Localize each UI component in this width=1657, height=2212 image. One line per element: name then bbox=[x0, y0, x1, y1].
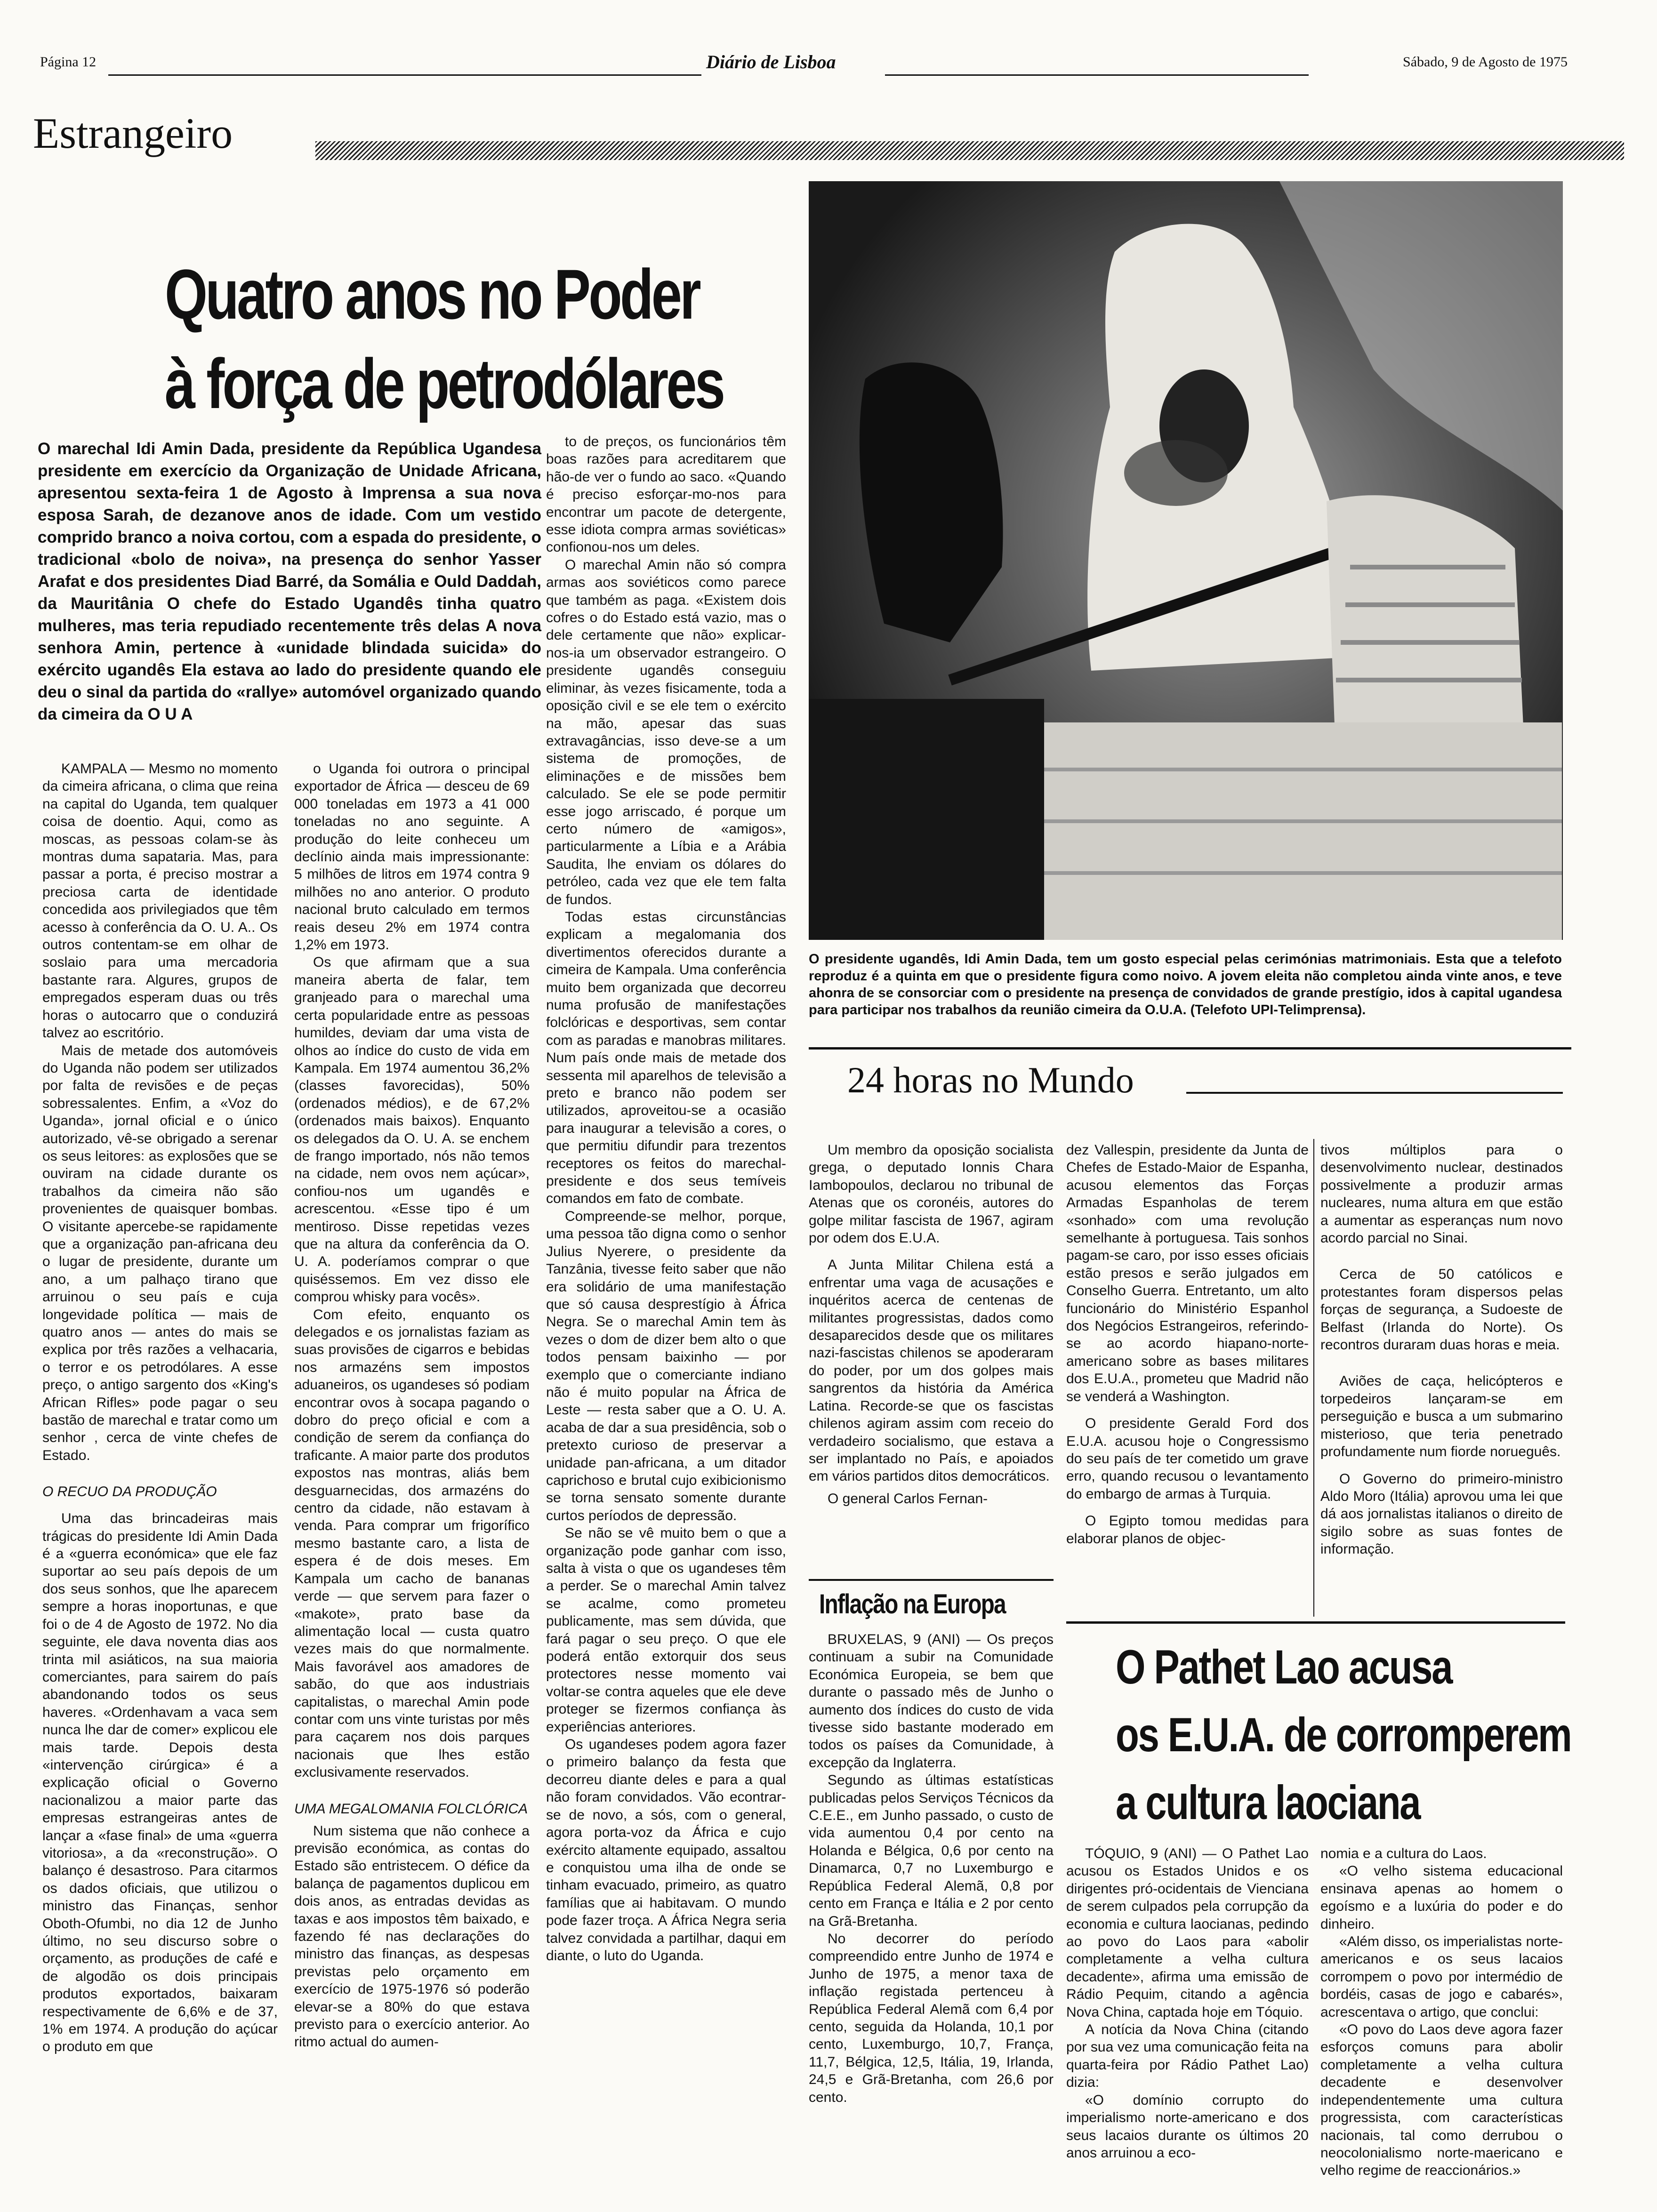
paragraph: «O domínio corrupto do imperialismo norte-americano e dos seus lacaios durante os últimos 20 anos arruinou a eco- bbox=[1066, 2092, 1309, 2161]
headline-line-1: Quatro anos no Poder bbox=[165, 255, 700, 334]
inflacao-top-rule bbox=[809, 1579, 1054, 1581]
headline-line-2: à força de petrodólares bbox=[165, 344, 724, 423]
article-column-2 bbox=[294, 760, 530, 2200]
paragraph: BRUXELAS, 9 (ANI) — Os preços continuam a subir na Comunidade Económica Europeia, se bem que durante o passado mês de Junho o aumento dos índices do custo de vida tivesse sido bastante moderado em todos os países da Comunidade, à excepção da Inglaterra. bbox=[809, 1632, 1054, 1771]
mundo-column-rule bbox=[1313, 1139, 1314, 1617]
news-brief: Aviões de caça, helicópteros e torpedeiros lançaram-se em perseguição e busca a um submarino misterioso, que teria penetrado profundamente num fiorde norueguês. bbox=[1320, 1373, 1563, 1460]
masthead-rule-right bbox=[885, 74, 1309, 76]
paragraph: o Uganda foi outrora o principal exportador de África — desceu de 69 000 toneladas em 1973 a 41 000 toneladas no ano seguinte. A produção do leite conheceu um declínio ainda mais impressionante: 5 milhões de litros em 1974 contra 9 milhões no ano anterior. O produto nacional bruto calculado em termos reais deseu 2% em 1974 contra 1,2% em 1973. bbox=[294, 761, 530, 953]
paragraph: Todas estas circunstâncias explicam a megalomania dos divertimentos oferecidos durante a cimeira de Kampala. Uma conferência muito bem organizada que decorreu numa profusão de manifestações folclóricas e desportivas, sem contar com as paradas e manobras militares. Num país onde mais de metade dos sessenta mil aparelhos de televisão a preto e branco não podem ser utilizados, aproveitou-se a ocasião para inaugurar a televisão a cores, o que permitiu difundir para trezentos receptores os feitos do marechal-presidente e dos seus temíveis comandos em fato de combate. bbox=[546, 909, 786, 1207]
paragraph: A notícia da Nova China (citando por sua vez uma comunicação feita na quarta-feira por Rádio Pathet Lao) dizia: bbox=[1066, 2022, 1309, 2091]
news-brief: A Junta Militar Chilena está a enfrentar uma vaga de acusações e inquéritos acerca de centenas de militantes progressistas, dados como desaparecidos desde que os militares nazi-fascistas chilenos se apoderaram do poder, por um dos golpes mais sangrentos da história da América Latina. Recorde-se que os fascistas chilenos agiram assim com receio do verdadeiro socialismo, que estava a ser implantado no País, e apoiados em vários partidos ditos democráticos. bbox=[809, 1257, 1054, 1484]
paragraph: Compreende-se melhor, porque, uma pessoa tão digna como o senhor Julius Nyerere, o presidente da Tanzânia, tivesse feito saber que não era solidário de uma manifestação que só causa desprestígio à África Negra. Se o marechal Amin tem às vezes o dom de dizer bem alto o que todos pensam baixinho — por exemplo que o comerciante indiano não é muito popular na África de Leste — resta saber que a O. U. A. acaba de dar a sua presidência, sob o pretexto curioso de preservar a unidade pan-africana, a um ditador caprichoso e brutal cujo exibicionismo se torna sensato somente durante curtos períodos de depressão. bbox=[546, 1208, 786, 1523]
article-column-3 bbox=[546, 433, 786, 2200]
section-hatch-rule bbox=[315, 141, 1624, 160]
news-brief: Cerca de 50 católicos e protestantes foram dispersos pelas forças de segurança, a Sudoeste de Belfast (Irlanda do Norte). Os recontros duraram duas horas e meia. bbox=[1320, 1266, 1563, 1353]
pathet-lao-top-rule bbox=[1066, 1621, 1565, 1624]
article-lead: O marechal Idi Amin Dada, presidente da República Ugandesa presidente em exercício da Organização de Unidade Africana, apresentou sexta-feira 1 de Agosto à Imprensa a sua nova esposa Sarah, de dezanove anos de idade. Com um vestido comprido branco a noiva cortou, com a espada do presidente, o tradicional «bolo de noiva», na presença do senhor Yasser Arafat e dos presidentes Diad Barré, da Somália e Ould Daddah, da Mauritânia O chefe do Estado Ugandês tinha quatro mulheres, mas teria repudiado recentemente três delas A nova senhora Amin, pertence à «unidade blindada suicida» do exército ugandês Ela estava ao lado do presidente quando ele deu o sinal da partida do «rallye» automóvel organizado quando da cimeira da O U A bbox=[38, 440, 541, 723]
wedding-photo-image bbox=[809, 181, 1563, 940]
mundo-title-rule bbox=[1186, 1092, 1563, 1094]
caption-rule bbox=[809, 1047, 1571, 1050]
paragraph: Segundo as últimas estatísticas publicadas pelos Serviços Técnicos da C.E.E., em Junho passado, o custo de vida aumentou 0,4 por cento na Holanda e Bélgica, 0,6 por cento na Dinamarca, 0,7 no Luxemburgo e República Federal Alemã, 0,8 por cento em França e Itália e 2 por cento na Grã-Bretanha. bbox=[809, 1772, 1054, 1929]
mundo-column-1 bbox=[809, 1141, 1054, 1574]
paragraph: «O povo do Laos deve agora fazer esforços comuns para abolir completamente a velha cultura decadente e desenvolver independentemente uma cultura progressista, com características nacionais, tal como derrubou o neocolonialismo norte-maericano e velho regime de reaccionários.» bbox=[1320, 2022, 1563, 2179]
paragraph: Num sistema que não conhece a previsão económica, as contas do Estado são entristecem. O défice da balança de pagamentos duplicou em dois anos, as entradas devidas as taxas e aos impostos têm baixado, e fazendo fé nas declarações do ministro das finanças, as despesas previstas pelo orçamento em exercício de 1975-1976 só poderão elevar-se a 80% do que estava previsto para o exercício anterior. Ao ritmo actual do aumen- bbox=[294, 1823, 530, 2050]
paragraph: Mais de metade dos automóveis do Uganda não podem ser utilizados por falta de revisões e de peças sobressalentes. Enfim, a «Voz do Uganda», jornal oficial e o único autorizado, vê-se obrigado a serenar os seus leitores: as explosões que se ouviram na cidade durante os trabalhos da cimeira não são provenientes de quaisquer bombas. O visitante apercebe-se rapidamente que a organização pan-africana deu o lugar de presidente, durante um ano, a um palhaço tirano que arruinou o seu país e cuja longevidade política — mais de quatro anos — antes do mais se explica por três razões a velhacaria, o terror e os petrodólares. A esse preço, o antigo sargento dos «King's African Rifles» pode pagar o seu bastão de marechal e tratar como um senhor , cerca de vinte chefes de Estado. bbox=[42, 1042, 278, 1463]
pathet-lao-headline-1: O Pathet Lao acusa bbox=[1116, 1640, 1452, 1694]
paragraph: KAMPALA — Mesmo no momento da cimeira africana, o clima que reina na capital do Uganda, tem qualquer coisa de doentio. Aqui, como as moscas, as pessoas colam-se às montras duma sapataria. Mas, para passar a porta, é preciso mostrar a preciosa carta de identidade concedida aos privilegiados que têm acesso à conferência da O. U. A.. Os outros contentam-se em olhar de soslaio para uma mercadoria bastante rara. Algures, grupos de empregados esperam duas ou três horas o autocarro que o conduzirá talvez ao escritório. bbox=[42, 761, 278, 1041]
pathet-lao-column-2 bbox=[1320, 1845, 1563, 2198]
mundo-section-title: 24 horas no Mundo bbox=[847, 1059, 1134, 1100]
photo-caption: O presidente ugandês, Idi Amin Dada, tem um gosto especial pelas cerimónias matrimoniais. Esta que a telefoto reproduz é a quinta em que o presidente figura como noivo. A jovem eleita não completou ainda vinte anos, e teve ahonra de se consorciar com o presidente na presença de convidados de grande prestígio, idos à capital ugandesa para participar nos trabalhos da reunião cimeira da O.U.A. (Telefoto UPI-Telimprensa). bbox=[809, 952, 1562, 1018]
inflacao-headline: Inflação na Europa bbox=[819, 1589, 1005, 1619]
paragraph: Se não se vê muito bem o que a organização pode ganhar com isso, salta à vista o que os ugandeses têm a perder. Se o marechal Amin talvez se acalme, como prometeu publicamente, mas sem dúvida, que fará pagar o seu preço. O que ele poderá então extorquir dos seus protectores nesse momento vai voltar-se contra aqueles que ele deve proteger se fizermos confiança às experiências anteriores. bbox=[546, 1525, 786, 1735]
paragraph: TÓQUIO, 9 (ANI) — O Pathet Lao acusou os Estados Unidos e os dirigentes pró-ocidentais de Vienciana de serem culpados pela corrupção da economia e cultura laocianas, pedindo ao povo do Laos para «abolir completamente a velha cultura decadente», afirma uma emissão de Rádio Pequim, citando a agência Nova China, captada hoje em Tóquio. bbox=[1066, 1846, 1309, 2020]
news-brief: O general Carlos Fernan- bbox=[828, 1491, 988, 1507]
subhead-recuo: O RECUO DA PRODUÇÃO bbox=[42, 1484, 217, 1500]
news-brief: dez Vallespin, presidente da Junta de Chefes de Estado-Maior de Espanha, acusou elementos das Forças Armadas Espanholas de terem «sonhado» com uma revolução semelhante à portuguesa. Tais sonhos pagam-se caro, por isso esses oficiais estão presos e serão julgados em Conselho Guerra. Entretanto, um alto funcionário do Ministério Espanhol dos Negócios Estrangeiros, referindo-se ao acordo hiapano-norte-americano sobre as bases militares dos E.U.A., prometeu que Madrid não se venderá a Washington. bbox=[1066, 1142, 1309, 1404]
paragraph: Com efeito, enquanto os delegados e os jornalistas faziam as suas provisões de cigarros e bebidas nos armazéns sem impostos aduaneiros, os ugandeses só podiam encontrar ovos à socapa pagando o dobro do preço oficial e com a condição de serem da confiança do traficante. A maior parte dos produtos expostos nas montras, aliás bem desguarnecidas, dos armazéns do centro da cidade, não estavam à venda. Para comprar um frigorífico mesmo bastante caro, a lista de espera é de dois meses. Em Kampala um cacho de bananas verde — que servem para fazer o «makote», prato base da alimentação local — custa quatro vezes mais do que normalmente. Mais favorável aos amadores de sabão, do que aos industriais capitalistas, o marechal Amin pode contar com uns vinte turistas por mês para caçarem nos dois parques nacionais que lhes estão exclusivamente reservados. bbox=[294, 1306, 530, 1780]
mundo-column-2 bbox=[1066, 1141, 1309, 1617]
news-brief: O Egipto tomou medidas para elaborar planos de objec- bbox=[1066, 1513, 1309, 1547]
wedding-photo bbox=[809, 181, 1563, 940]
paragraph: Uma das brincadeiras mais trágicas do presidente Idi Amin Dada é a «guerra económica» que ele faz suportar ao seu país depois de um dos seus sonhos, que lhe aparecem sempre a horas inoportunas, e que foi o de 4 de Agosto de 1972. No dia seguinte, ele dava noventa dias aos trinta mil asiáticos, na sua maioria comerciantes, para sairem do país abandonando todos os seus haveres. «Ordenhavam a vaca sem nunca lhe dar de comer» explicou ele mais tarde. Depois desta «intervenção cirúrgica» é a explicação oficial o Governo nacionalizou a maior parte das empresas estrangeiras antes de lançar a «fase final» de uma «guerra vitoriosa», a da «reconstrução». O balanço é desastroso. Para citarmos os dados oficiais, que utilizou o ministro das Finanças, senhor Oboth-Ofumbi, no dia 12 de Junho último, no seu discurso sobre o orçamento, as produções de café e de algodão os dois principais produtos exportados, baixaram respectivamente de 6,6% e de 37, 1% em 1974. A produção do açúcar o produto em que bbox=[42, 1511, 278, 2055]
paragraph: «Além disso, os imperialistas norte-americanos e os seus lacaios corrompem o povo por intermédio de bordéis, casas de jogo e cabarés», acrescentava o artigo, que conclui: bbox=[1320, 1934, 1563, 2020]
paragraph: nomia e a cultura do Laos. bbox=[1320, 1846, 1487, 1861]
paragraph: No decorrer do período compreendido entre Junho de 1974 e Junho de 1975, a menor taxa de inflação registada pertenceu à República Federal Alemã com 6,4 por cento, seguida da Holanda, 10,1 por cento, Luxemburgo, 10,7, França, 11,7, Bélgica, 12,5, Itália, 19, Irlanda, 24,5 e Grã-Bretanha, com 26,6 por cento. bbox=[809, 1931, 1054, 2105]
pathet-lao-column-1 bbox=[1066, 1845, 1309, 2198]
news-brief: Um membro da oposição socialista grega, o deputado Ionnis Chara Iambopoulos, declarou no tribunal de Atenas que os coronéis, autores do golpe militar fascista de 1967, agiram por odem dos E.U.A. bbox=[809, 1142, 1054, 1246]
subhead-megalomania: UMA MEGALOMANIA FOLCLÓRICA bbox=[294, 1801, 528, 1817]
news-brief: O Governo do primeiro-ministro Aldo Moro (Itália) aprovou uma lei que dá aos jornalistas italianos o direito de sigilo sobre as suas fontes de informação. bbox=[1320, 1471, 1563, 1557]
section-title: Estrangeiro bbox=[33, 109, 233, 157]
paragraph: Os que afirmam que a sua maneira aberta de falar, tem granjeado para o marechal uma certa popularidade entre as pessoas humildes, deviam dar uma vista de olhos ao índice do custo de vida em Kampala. Em 1974 aumentou 36,2% (classes favorecidas), 50% (ordenados médios), e de 67,2% (ordenados mais baixos). Enquanto os delegados da O. U. A. se enchem de frango importado, nós não temos na cidade, nem ovos nem açúcar», confiou-nos um ugandês e acrescentou. «Esse tipo é um mentiroso. Disse repetidas vezes que na altura da conferência da O. U. A. poderíamos comprar o que quiséssemos. Em vez disso ele comprou whisky para vocês». bbox=[294, 954, 530, 1305]
paragraph: Os ugandeses podem agora fazer o primeiro balanço da festa que decorreu diante deles e para a qual não foram convidados. Vão econtrar-se de novo, a sós, com o general, agora porta-voz da África e cujo exército altamente equipado, assaltou e conquistou uma ilha de onde se tinham evacuado, primeiro, as quatro famílias que ai habitavam. O mundo pode fazer troça. A África Negra seria talvez convidada a partilhar, daqui em diante, o luto do Uganda. bbox=[546, 1737, 786, 1964]
mundo-column-3 bbox=[1320, 1141, 1563, 1617]
masthead-rule-left bbox=[108, 74, 701, 76]
paragraph: O marechal Amin não só compra armas aos soviéticos como parece que também as paga. «Existem dois cofres o do Estado está vazio, mas o dele certamente que não» explicar-nos-ia um observador estrangeiro. O presidente ugandês conseguiu eliminar, às vezes fisicamente, toda a oposição civil e se ele tem o exército na mão, apesar das suas extravagâncias, isso deve-se a um sistema de promoções, de eliminações e de missões bem calculado. Se ele se pode permitir esse jogo arriscado, é porque um certo número de «amigos», particularmente a Líbia e a Arábia Saudita, lhe enviam os dólares do petróleo, cada vez que ele tem falta de fundos. bbox=[546, 557, 786, 907]
article-column-1 bbox=[42, 760, 278, 2200]
paragraph: to de preços, os funcionários têm boas razões para acreditarem que hão-de ver o fundo ao saco. «Quando é preciso esforçar-mo-nos para encontrar um pacote de detergente, esse idiota compra armas soviéticas» confionou-nos um deles. bbox=[546, 434, 786, 555]
news-brief: tivos múltiplos para o desenvolvimento nuclear, destinados possivelmente a produzir armas nucleares, numa altura em que estão a aumentar as esperanças num novo acordo parcial no Sinai. bbox=[1320, 1142, 1563, 1246]
page-number: Página 12 bbox=[40, 54, 97, 70]
issue-date: Sábado, 9 de Agosto de 1975 bbox=[1403, 54, 1568, 70]
pathet-lao-headline-2: os E.U.A. de corromperem bbox=[1116, 1708, 1571, 1762]
inflacao-article bbox=[809, 1631, 1054, 2200]
news-brief: O presidente Gerald Ford dos E.U.A. acusou hoje o Congressismo do seu país de ter cometido um grave erro, quando recusou o levantamento do embargo de armas à Turquia. bbox=[1066, 1416, 1309, 1502]
paragraph: «O velho sistema educacional ensinava apenas ao homem o egoísmo e a luxúria do poder e do dinheiro. bbox=[1320, 1863, 1563, 1932]
pathet-lao-headline-3: a cultura laociana bbox=[1116, 1776, 1420, 1829]
newspaper-name: Diário de Lisboa bbox=[706, 51, 836, 72]
